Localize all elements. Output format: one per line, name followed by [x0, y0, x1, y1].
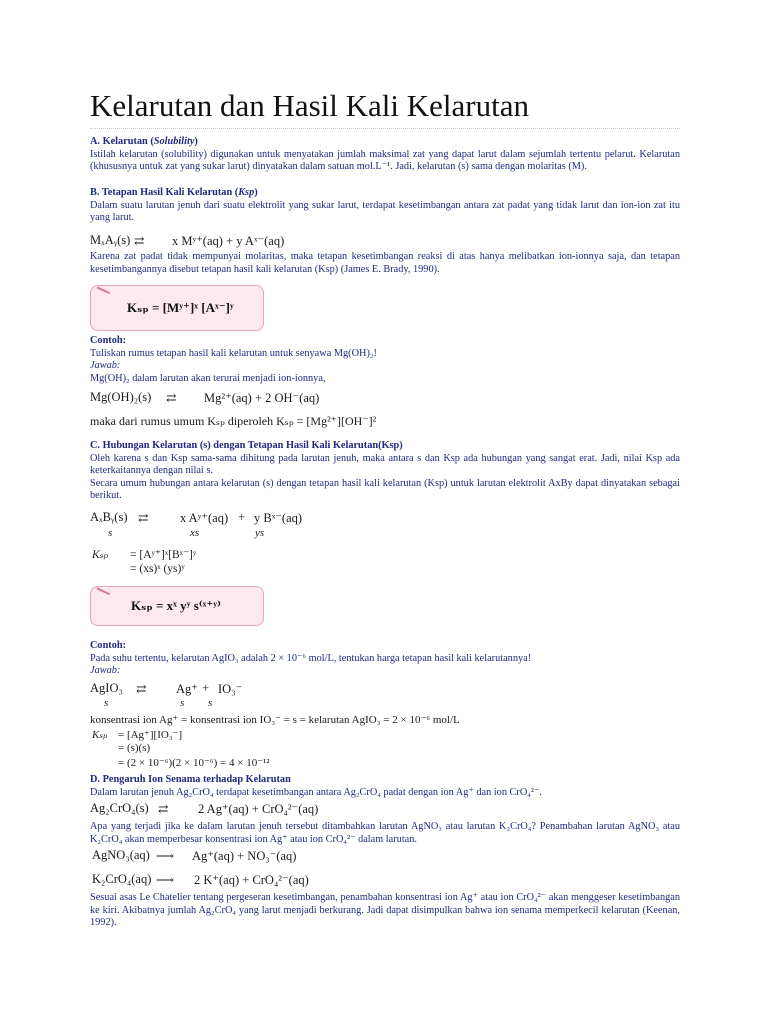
page-title: Kelarutan dan Hasil Kali Kelarutan	[90, 88, 680, 129]
section-c-paragraph-2: Secara umum hubungan antara kelarutan (s) dengan tetapan hasil kali kelarutan (Ksp) untuk larutan elektrolit AxBy dapat dinyatakan sebagai berikut.	[90, 477, 680, 502]
right-arrow-icon: ⟶	[156, 849, 174, 863]
document-page: Kelarutan dan Hasil Kali Kelarutan A. Kelarutan (Solubility) Istilah kelarutan (solubility) digunakan untuk menyatakan jumlah maksimal zat yang dapat larut dalam sejumlah tertentu pelarut. Kelarutan (khususnya untuk zat yang sukar larut) dinyatakan dalam satuan mol.L⁻¹. Jadi, kelarutan (s) sama dengan molaritas (M). B. Tetapan Hasil Kali Kelarutan (Ksp) Dalam suatu larutan jenuh dari suatu elektrolit yang sukar larut, terdapat kesetimbangan antara zat padat yang tidak larut dan ion-ion zat itu yang larut. MₓAᵧ(s) ⇄ x Mʸ⁺(aq) + y Aˣ⁻(aq) Karena zat padat tidak mempunyai molaritas, maka tetapan kesetimbangan reaksi di atas hanya melibatkan ion-ionnya saja, dan tetapan kesetimbangannya disebut tetapan hasil kali kelarutan (Ksp) (James E. Brady, 1990). Kₛₚ = [Mʸ⁺]ˣ [Aˣ⁻]ʸ Contoh: Tuliskan rumus tetapan hasil kali kelarutan untuk senyawa Mg(OH)₂! Jawab: Mg(OH)₂ dalam larutan akan terurai menjadi ion-ionnya, Mg(OH)₂(s) ⇄ Mg²⁺(aq) + 2 OH⁻(aq) maka dari rumus umum Kₛₚ diperoleh Kₛₚ = [Mg²⁺][OH⁻]² C. Hubungan Kelarutan (s) dengan Tetapan Hasil Kali Kelarutan(Ksp) Oleh karena s dan Ksp sama-sama dihitung pada larutan jenuh, maka antara s dan Ksp ada hubungan yang sangat erat. Jadi, nilai Ksp ada keterkaitannya dengan nilai s. Secara umum hubungan antara kelarutan (s) dengan tetapan hasil kali kelarutan (Ksp) untuk larutan elektrolit AxBy dapat dinyatakan sebagai berikut. AₓBᵧ(s) ⇄ x Aʸ⁺(aq) + y Bˣ⁻(aq) s xs ys Kₛₚ = [Aʸ⁺]ˣ[Bˣ⁻]ʸ = (xs)ˣ (ys)ʸ Kₛₚ = xˣ yʸ s⁽ˣ⁺ʸ⁾ Contoh: Pada suhu tertentu, kelarutan AgIO₃ adalah 2 × 10⁻⁶ mol/L, tentukan harga tetapan hasil kali kelarutannya! Jawab: AgIO₃ ⇄ Ag⁺ + IO₃⁻ s s s konsentrasi ion Ag⁺ = konsentrasi ion IO₃⁻ = s = kelarutan AgIO₃ = 2 × 10⁻⁶ mol/L Kₛₚ = [Ag⁺][IO₃⁻] = (s)(s) = (2 × 10⁻⁶)(2 × 10⁻⁶) = 4 × 10⁻¹² D. Pengaruh Ion Senama terhadap Kelarutan Dalam larutan jenuh Ag₂CrO₄ terdapat kesetimbangan antara Ag₂CrO₄ padat dengan ion Ag⁺ dan ion CrO₄²⁻. Ag₂CrO₄(s) ⇄ 2 Ag⁺(aq) + CrO₄²⁻(aq) Apa yang terjadi jika ke dalam larutan jenuh tersebut ditambahkan larutan AgNO₃ atau larutan K₂CrO₄? Penambahan larutan AgNO₃ atau K₂CrO₄ akan memperbesar konsentrasi ion Ag⁺ atau ion CrO₄²⁻ dalam larutan. AgNO₃(aq) ⟶ Ag⁺(aq) + NO₃⁻(aq) K₂CrO₄(aq) ⟶ 2 K⁺(aq) + CrO₄²⁻(aq) Sesuai asas Le Chatelier tentang pergeseran kesetimbangan, penambahan konsentrasi ion Ag⁺ atau ion CrO₄²⁻ akan menggeser kesetimbangan ke kiri. Akibatnya jumlah Ag₂CrO₄ yang larut menjadi berkurang. Jadi dapat disimpulkan bahwa ion senama memperkecil kelarutan (Keenan, 1992).	[90, 88, 680, 929]
example-2	[90, 640, 680, 678]
example-2-question: Pada suhu tertentu, kelarutan AgIO₃ adalah 2 × 10⁻⁶ mol/L, tentukan harga tetapan hasil kali kelarutannya!	[90, 652, 532, 664]
section-d-paragraph-3: Sesuai asas Le Chatelier tentang pergeseran kesetimbangan, penambahan konsentrasi ion Ag⁺ atau ion CrO₄²⁻ akan menggeser kesetimbangan ke kiri. Akibatnya jumlah Ag₂CrO₄ yang larut menjadi berkurang. Jadi dapat disimpulkan bahwa ion senama memperkecil kelarutan (Keenan, 1992).	[90, 892, 680, 929]
example-2-answer-label: Jawab:	[90, 665, 121, 677]
example-1-question: Tuliskan rumus tetapan hasil kali kelarutan untuk senyawa Mg(OH)₂!	[90, 347, 377, 359]
example-2-concentration-line: konsentrasi ion Ag⁺ = konsentrasi ion IO₃⁻ = s = kelarutan AgIO₃ = 2 × 10⁻⁶ mol/L	[90, 714, 460, 726]
equilibrium-arrow-icon: ⇄	[136, 682, 147, 696]
section-b	[90, 187, 680, 225]
section-d	[90, 774, 680, 799]
pin-icon	[94, 587, 110, 600]
section-b-paragraph: Dalam suatu larutan jenuh dari suatu elektrolit yang sukar larut, terdapat kesetimbangan antara zat padat yang tidak larut dan ion-ion zat itu yang larut.	[90, 199, 680, 224]
section-c	[90, 440, 680, 503]
ksp-solubility-box: Kₛₚ = xˣ yʸ s⁽ˣ⁺ʸ⁾	[90, 586, 264, 626]
example-1-conclusion: maka dari rumus umum Kₛₚ diperoleh Kₛₚ = [Mg²⁺][OH⁻]²	[90, 414, 377, 428]
section-a-heading: A. Kelarutan (Solubility)	[90, 136, 198, 147]
section-a	[90, 136, 680, 174]
example-1	[90, 335, 680, 385]
section-a-paragraph: Istilah kelarutan (solubility) digunakan untuk menyatakan jumlah maksimal zat yang dapat larut dalam sejumlah tertentu pelarut. Kelarutan (khususnya untuk zat yang sukar larut) dinyatakan dalam satuan mol.L⁻¹. Jadi, kelarutan (s) sama dengan molaritas (M).	[90, 148, 680, 173]
equilibrium-arrow-icon: ⇄	[166, 391, 177, 405]
section-c-heading: C. Hubungan Kelarutan (s) dengan Tetapan Hasil Kali Kelarutan(Ksp)	[90, 440, 403, 451]
section-d-paragraph-1: Dalam larutan jenuh Ag₂CrO₄ terdapat kesetimbangan antara Ag₂CrO₄ padat dengan ion Ag⁺ dan ion CrO₄²⁻.	[90, 786, 542, 798]
section-b-heading: B. Tetapan Hasil Kali Kelarutan (Ksp)	[90, 187, 258, 198]
equilibrium-arrow-icon: ⇄	[134, 234, 145, 248]
equilibrium-arrow-icon: ⇄	[158, 802, 169, 816]
example-1-answer: Mg(OH)₂ dalam larutan akan terurai menjadi ion-ionnya,	[90, 372, 326, 384]
pin-icon	[94, 286, 110, 299]
example-2-label: Contoh:	[90, 640, 127, 651]
example-1-answer-label: Jawab:	[90, 360, 121, 372]
right-arrow-icon: ⟶	[156, 873, 174, 887]
section-c-paragraph-1: Oleh karena s dan Ksp sama-sama dihitung pada larutan jenuh, maka antara s dan Ksp ada hubungan yang sangat erat. Jadi, nilai Ksp ada keterkaitannya dengan nilai s.	[90, 452, 680, 477]
section-b-paragraph-2: Karena zat padat tidak mempunyai molaritas, maka tetapan kesetimbangan reaksi di atas hanya melibatkan ion-ionnya saja, dan tetapan kesetimbangannya disebut tetapan hasil kali kelarutan (Ksp) (James E. Brady, 1990).	[90, 251, 680, 275]
equilibrium-arrow-icon: ⇄	[138, 511, 149, 525]
section-d-paragraph-2: Apa yang terjadi jika ke dalam larutan jenuh tersebut ditambahkan larutan AgNO₃ atau larutan K₂CrO₄? Penambahan larutan AgNO₃ atau K₂CrO₄ akan memperbesar konsentrasi ion Ag⁺ atau ion CrO₄²⁻ dalam larutan.	[90, 821, 680, 845]
section-d-heading: D. Pengaruh Ion Senama terhadap Kelarutan	[90, 774, 291, 785]
ksp-formula-box: Kₛₚ = [Mʸ⁺]ˣ [Aˣ⁻]ʸ	[90, 285, 264, 331]
example-1-label: Contoh:	[90, 335, 127, 346]
